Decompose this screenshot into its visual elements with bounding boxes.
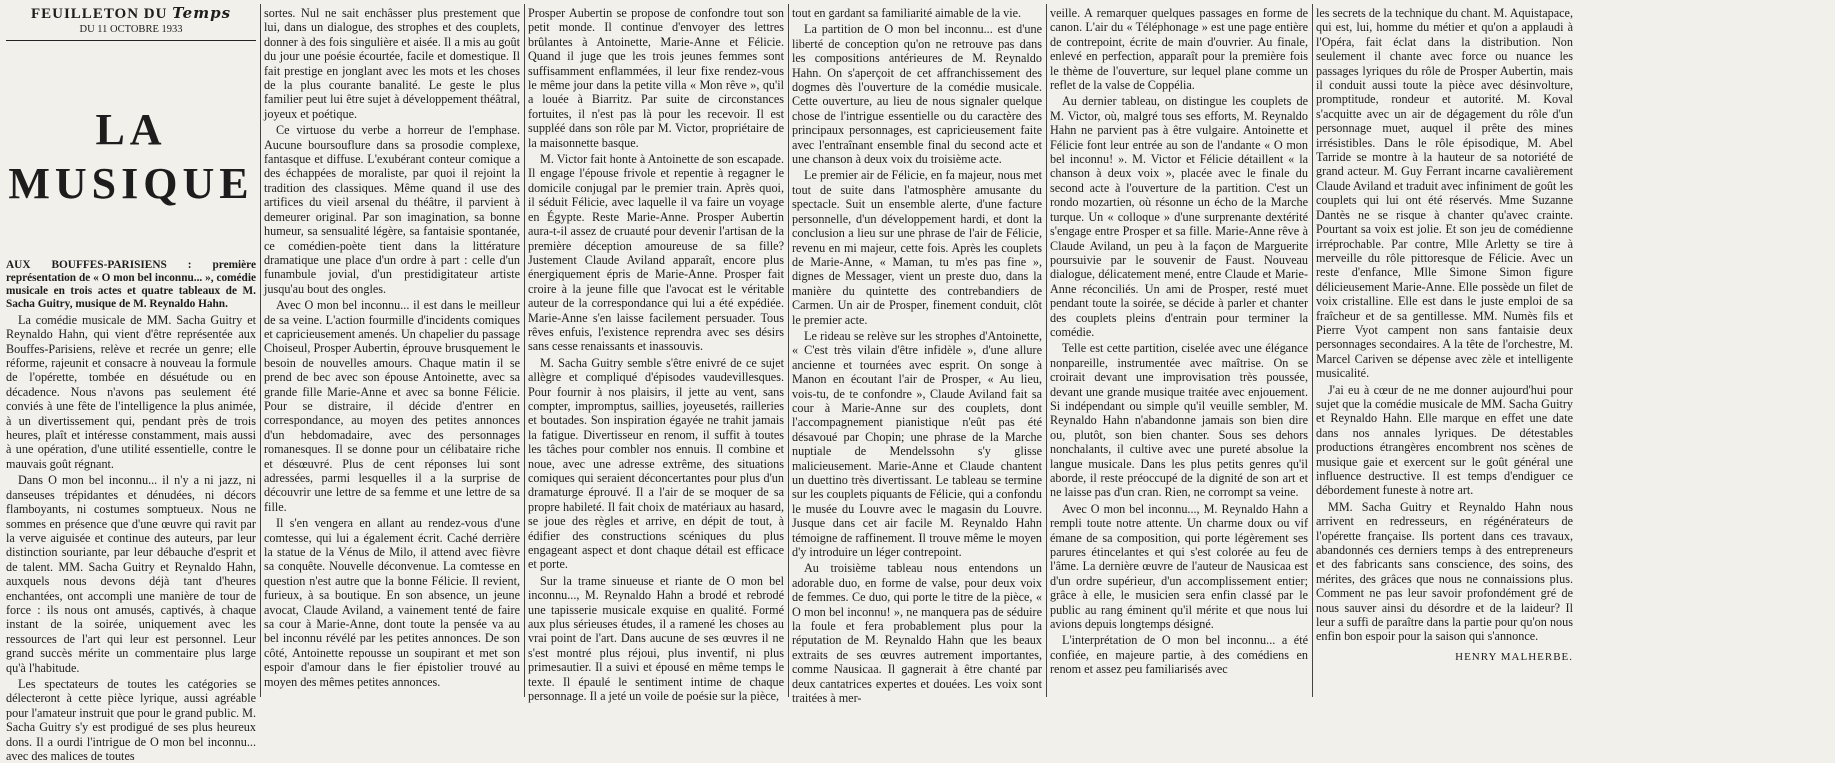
paragraph: Avec O mon bel inconnu... il est dans le meilleur de sa veine. L'action fourmille d'incidents comiques et capricieusement amenés. Un chapelier du passage Choiseul, Prosper Aubertin, éprouve brusquement le besoin de nouvelles amours. Chaque matin il se prend de bec avec son épouse Antoinette, avec sa grande fille Marie-Anne et avec sa bonne Félicie. Pour se distraire, il décide d'entrer en correspondance, au moyen des petites annonces d'un hebdomadaire, avec des personnages romanesques. Il se donne pour un célibataire riche et désœuvré. Plus de cent réponses lui sont adressées, parmi lesquelles il a la surprise de découvrir une lettre de sa femme et une lettre de sa fille. [264, 298, 520, 514]
column-3-body [528, 6, 784, 704]
paragraph: Le premier air de Félicie, en fa majeur, nous met tout de suite dans l'atmosphère amusante du spectacle. Suit un ensemble alerte, d'une facture personnelle, d'un développement hardi, et dont la conclusion a lieu sur une phrase de l'air de Félicie, revenu en mi majeur, cette fois. Après les couplets de Marie-Anne, « Maman, tu m'es pas fine », dignes de Messager, vient un preste duo, dans la manière du quintette des contrebandiers de Carmen. Un air de Prosper, finement conduit, clôt le premier acte. [792, 168, 1042, 327]
paragraph: veille. A remarquer quelques passages en forme de canon. L'air du « Téléphonage » est une page entière de contrepoint, écrite de main d'ouvrier. Au finale, enlevé en perfection, apparaît pour la première fois le thème de l'ouverture, sur lequel plane comme un reflet de la valse de Coppélia. [1050, 6, 1308, 93]
column-rule [524, 4, 525, 697]
paragraph: Avec O mon bel inconnu..., M. Reynaldo Hahn a rempli toute notre attente. Un charme doux ou vif émane de sa composition, qui porte légèrement ses parures étincelantes et qui s'est colorée au feu de l'âme. La dernière œuvre de l'auteur de Nausicaa est d'un ordre supérieur, d'un accomplissement entier; grâce à elle, le musicien sera enfin classé par le public au rang éminent qu'il mérite et que nous lui avions depuis longtemps désigné. [1050, 501, 1308, 632]
paragraph: les secrets de la technique du chant. M. Aquistapace, qui est, lui, homme du métier et qu'on a applaudi à l'Opéra, fait éclat dans la distribution. Non seulement il chante avec force ou nuance les passages lyriques du rôle de Prosper Aubertin, mais il conduit aussi toute la pièce avec désinvolture, promptitude, rondeur et autorité. M. Koval s'acquitte avec un air de dégagement du rôle d'un personnage muet, auquel il prête des mines irrésistibles. Dans le rôle épisodique, M. Abel Tarride se montre à la hauteur de sa notoriété de grand acteur. M. Guy Ferrant incarne cavalièrement Claude Aviland et traduit avec infiniment de goût les couplets qui lui ont été réservés. Mme Suzanne Dantès ne se risque à chanter qu'avec crainte. Pourtant sa voix est jolie. Et son jeu de comédienne irréprochable. Par contre, Mlle Arletty se tire à merveille du rôle pittoresque de Félicie. Avec un reste d'enfance, Mlle Simone Simon figure délicieusement Marie-Anne. Elle possède un filet de voix cristalline. Elle est dans le juste emploi de sa fraîcheur et de sa gentillesse. MM. Numès fils et Pierre Vyot campent non sans fantaisie deux personnages secondaires. A la tête de l'orchestre, M. Marcel Cariven se dépense avec zèle et intelligente musicalité. [1316, 6, 1573, 381]
column-3 [528, 6, 784, 704]
column-2-body [264, 6, 520, 689]
column-2 [264, 6, 520, 695]
masthead [6, 6, 256, 21]
paragraph: Les spectateurs de toutes les catégories se délecteront à cette pièce lyrique, aussi agréable pour l'amateur instruit que pour le grand public. M. Sacha Guitry s'y est prodigué de ses plus heureux dons. Il a ourdi l'intrigue de O mon bel inconnu... avec des malices de toutes [6, 676, 256, 763]
column-4 [792, 6, 1042, 706]
column-4-body [792, 6, 1042, 706]
paragraph: sortes. Nul ne sait enchâsser plus prestement que lui, dans un dialogue, des strophes et des couplets, donner à des fois singulière et aisée. Il a mis au goût du jour une poésie écourtée, facile et domestique. Il fait prestige en jonglant avec les mots et les choses de la plus courante banalité. Le geste le plus familier peut lui être sujet à développement théâtral, joyeux et poétique. [264, 6, 520, 121]
paragraph: Il s'en vengera en allant au rendez-vous d'une comtesse, qui lui a également écrit. Caché derrière la statue de la Vénus de Milo, il attend avec fièvre sa conquête. Nouvelle déconvenue. La comtesse en question n'est autre que la bonne Félicie. Il revient, furieux, à sa boutique. En son absence, un jeune avocat, Claude Aviland, a vainement tenté de faire sa cour à Marie-Anne, dont toute la pensée va au bel inconnu révélé par les petites annonces. De son côté, Antoinette repousse un soupirant et met son espoir d'amour dans le fier épistolier trouvé au moyen des mêmes petites annonces. [264, 516, 520, 689]
paragraph: tout en gardant sa familiarité aimable de la vie. [792, 6, 1022, 20]
column-rule [788, 4, 789, 697]
paragraph: Dans O mon bel inconnu... il n'y a ni jazz, ni danseuses trépidantes et dénudées, ni décors flamboyants, ni costumes somptueux. Nous ne sommes en présence que d'une œuvre qui ravit par la verve aiguisée et continue des auteurs, par leur distinction souriante, par leur débauche d'esprit et de talent. MM. Sacha Guitry et Reynaldo Hahn, auxquels nous devons déjà tant d'heures enchantées, ont accompli une manière de tour de force : ils nous ont amusés, captivés, à chaque instant de la soirée, uniquement avec les ressources de l'art qui leur est personnel. Leur grand succès mérite un commentaire plus large qu'à l'habitude. [6, 473, 256, 675]
paragraph: Prosper Aubertin se propose de confondre tout son petit monde. Il continue d'envoyer des lettres brûlantes à Antoinette, Marie-Anne et Félicie. Quand il juge que les trois jeunes femmes sont suffisamment enflammées, il leur fixe rendez-vous le même jour dans la petite villa « Mon rêve », qu'il a louée à Biarritz. Par suite de circonstances fortuites, il n'est pas là pour les recevoir. Il est suppléé dans son rôle par M. Victor, propriétaire de la maisonnette basque. [528, 6, 784, 150]
column-5-body [1050, 6, 1308, 677]
paragraph: Telle est cette partition, ciselée avec une élégance nonpareille, instrumentée avec maîtrise. On se croirait devant une improvisation très poussée, devant une grande musique traitée avec enjouement. Si indépendant ou simple qu'il veuille sembler, M. Reynaldo Hahn n'abandonne jamais son bien dire ou, plutôt, son bien chanter. Sous ses dehors nonchalants, il cultive avec une pureté absolue la langue musicale. Dans les plus petits genres qu'il aborde, il reste préoccupé de la dignité de son art et ne laisse pas d'un cran. Rien, ne corrompt sa veine. [1050, 341, 1308, 500]
paragraph: L'interprétation de O mon bel inconnu... a été confiée, en majeure partie, à des comédiens en renom et assez peu familiarisés avec [1050, 633, 1308, 677]
paragraph: La partition de O mon bel inconnu... est d'une liberté de conception qu'on ne retrouve pas dans les compositions antérieures de M. Reynaldo Hahn. On s'aperçoit de cet affranchissement des dogmes dès l'ouverture de la comédie musicale. Cette ouverture, au lieu de nous signaler quelque chose de l'intrigue essentielle ou du caractère des principaux personnages, est capricieusement faite avec l'entraînant ensemble final du second acte et une chanson à deux voix du troisième acte. [792, 22, 1042, 167]
masthead-paper-name: Temps [172, 4, 232, 22]
column-5 [1050, 6, 1308, 695]
paragraph: M. Sacha Guitry semble s'être enivré de ce sujet allègre et compliqué d'épisodes vaudevillesques. Pour fournir à nos plaisirs, il jette au vent, sans compter, impromptus, saillies, joyeusetés, railleries et boutades. Son inspiration égayée ne trahit jamais la fatigue. Divertisseur en renom, il suffit à toutes les tâches pour combler nos ennuis. Il combine et noue, avec une adresse extrême, des situations comiques qui seraient déconcertantes pour plus d'un dramaturge éprouvé. Il a l'air de se moquer de sa propre habileté. Il fait choix de matériaux au hasard, se joue des règles et arrive, en dépit de tout, à édifier des constructions scéniques du plus engageant aspect et dont chaque détail est efficace et porte. [528, 355, 784, 572]
paragraph: La comédie musicale de MM. Sacha Guitry et Reynaldo Hahn, qui vient d'être représentée aux Bouffes-Parisiens, relève et recrée un genre; elle réforme, rajeunit et consacre à nouveau la formule de l'opérette, tombée en désuétude ou en décadence. Nous n'avons pas seulement été conviés à une fête de l'intelligence la plus animée, à un divertissement qui, pendant près de trois heures, plaît et intéresse constamment, mais aussi à une opération, d'une utilité essentielle, contre le mauvais goût régnant. [6, 312, 256, 471]
masthead-label: FEUILLETON DU [30, 6, 168, 22]
paragraph: Au troisième tableau nous entendons un adorable duo, en forme de valse, pour deux voix de femmes. Ce duo, qui porte le titre de la pièce, « O mon bel inconnu! », ne manquera pas de séduire la foule et fera probablement plus pour la réputation de M. Reynaldo Hahn que les beaux extraits de ses œuvres autrement importantes, comme Nausicaa. Il gagnerait à être chanté par deux cantatrices expertes et douées. Les voix sont traitées à mer- [792, 561, 1042, 706]
article-subhead: AUX BOUFFES-PARISIENS : première représentation de « O mon bel inconnu... », comédie musicale en trois actes et quatre tableaux de M. Sacha Guitry, musique de M. Reynaldo Hahn. [6, 258, 256, 310]
paragraph: Le rideau se relève sur les strophes d'Antoinette, « C'est très vilain d'être infidèle », d'une allure ancienne et tournées avec esprit. On songe à Manon en écoutant l'air de Prosper, « Au lieu, vois-tu, de te confondre », Claude Aviland fait sa cour à Marie-Anne sur des couplets, dont l'accompagnement pianistique n'eût pas été désavoué par Chopin; une phrase de la Marche nuptiale de Mendelssohn s'y glisse malicieusement. Marie-Anne et Claude chantent un duettino très divertissant. Le tableau se termine sur les couplets piquants de Félicie, qui a confondu le musée du Louvre avec le magasin du Louvre. Jusque dans cet air facile M. Reynaldo Hahn témoigne de raffinement. Il trouve même le moyen d'y introduire un léger contrepoint. [792, 328, 1042, 560]
author-signature: HENRY MALHERBE. [1455, 650, 1573, 663]
section-title: LA MUSIQUE [8, 104, 254, 208]
paragraph: M. Victor fait honte à Antoinette de son escapade. Il engage l'épouse frivole et repentie à regagner le domicile conjugal par le premier train. Après quoi, il séduit Félicie, avec laquelle il va faire un voyage en Égypte. Reste Marie-Anne. Prosper Aubertin aura-t-il assez de cruauté pour devenir l'artisan de la première déception amoureuse de sa fille? Justement Claude Aviland apparaît, encore plus énergiquement épris de Marie-Anne. Prosper fait croire à la jeune fille que l'avocat est le véritable auteur de la correspondance qui lui a été expédiée. Marie-Anne s'en laisse facilement persuader. Tous rêves enfuis, l'existence reprendra avec ses désirs sans cesse renaissants et inassouvis. [528, 152, 784, 354]
masthead-rule [6, 40, 256, 41]
column-rule [260, 4, 261, 697]
column-1 [6, 4, 256, 763]
column-6-body [1316, 6, 1573, 644]
paragraph: Ce virtuose du verbe a horreur de l'emphase. Aucune boursouflure dans sa prosodie complexe, fantasque et diffuse. L'exubérant conteur comique a des échappées de moraliste, par quoi il rejoint la tradition des classiques. Même quand il use des artifices du vieil arsenal du théâtre, il parvient à demeurer original. Par son imagination, sa bonne humeur, sa sensualité légère, sa fantaisie spontanée, ce comédien-poète tient dans la littérature dramatique une place d'un ordre à part : celle d'un funambule jovial, d'un prestidigitateur artiste jusqu'au bout des ongles. [264, 123, 520, 296]
paragraph: J'ai eu à cœur de ne me donner aujourd'hui pour sujet que la comédie musicale de MM. Sacha Guitry et Reynaldo Hahn. Elle marque en effet une date dans nos annales lyriques. De détestables productions étrangères encombrent nos scènes de musique gaie et exercent sur le goût général une influence destructive. Il est temps d'endiguer ce débordement funeste à notre art. [1316, 382, 1573, 498]
dateline: DU 11 OCTOBRE 1933 [79, 24, 183, 36]
paragraph: MM. Sacha Guitry et Reynaldo Hahn nous arrivent en redresseurs, en régénérateurs de l'opérette française. Ils portent dans ces travaux, abandonnés ces derniers temps à des entrepreneurs et des fabricants sans conscience, des soins, des mérites, des grâces que nous ne connaissions plus. Comment ne pas leur savoir profondément gré de nous sauver ainsi du désordre et de la laideur? Il leur a suffi de paraître dans la partie pour qu'on nous enfin bon espoir pour la saison qui s'annonce. [1316, 499, 1573, 644]
column-rule [1312, 4, 1313, 697]
column-rule [1046, 4, 1047, 697]
paragraph: Au dernier tableau, on distingue les couplets de M. Victor, où, malgré tous ses efforts, M. Reynaldo Hahn ne parvient pas à être vulgaire. Antoinette et Félicie font leur entrée au son de l'andante « O mon bel inconnu! ». M. Victor et Félicie détaillent « la chanson à deux voix », placée avec le finale du second acte à l'ouverture de la partition. C'est un rondo mozartien, où résonne un écho de la Marche turque. Un « colloque » d'une surprenante dextérité s'engage entre Prosper et sa fille. Marie-Anne rêve à Claude Aviland, un peu à la façon de Marguerite poursuivie par le souvenir de Faust. Nouveau dialogue, délicatement mené, entre Claude et Marie-Anne réconciliés. Un ami de Prosper, resté muet pendant toute la soirée, se décide à parler et chanter des couplets pleins d'entrain pour terminer la comédie. [1050, 94, 1308, 339]
column-1-body [6, 313, 256, 763]
column-6 [1316, 6, 1573, 695]
paragraph: Sur la trame sinueuse et riante de O mon bel inconnu..., M. Reynaldo Hahn a brodé et rebrodé une tapisserie musicale exquise en qualité. Formé aux plus sérieuses études, il a ramené les choses au vrai point de l'art. Dans aucune de ses œuvres il ne s'est montré plus réjoui, plus inventif, ni plus primesautier. Il a suivi et épousé en même temps le texte. Il épaulé le sentiment intime de chaque personnage. Il a jeté un voile de poésie sur la pièce, [528, 573, 784, 704]
